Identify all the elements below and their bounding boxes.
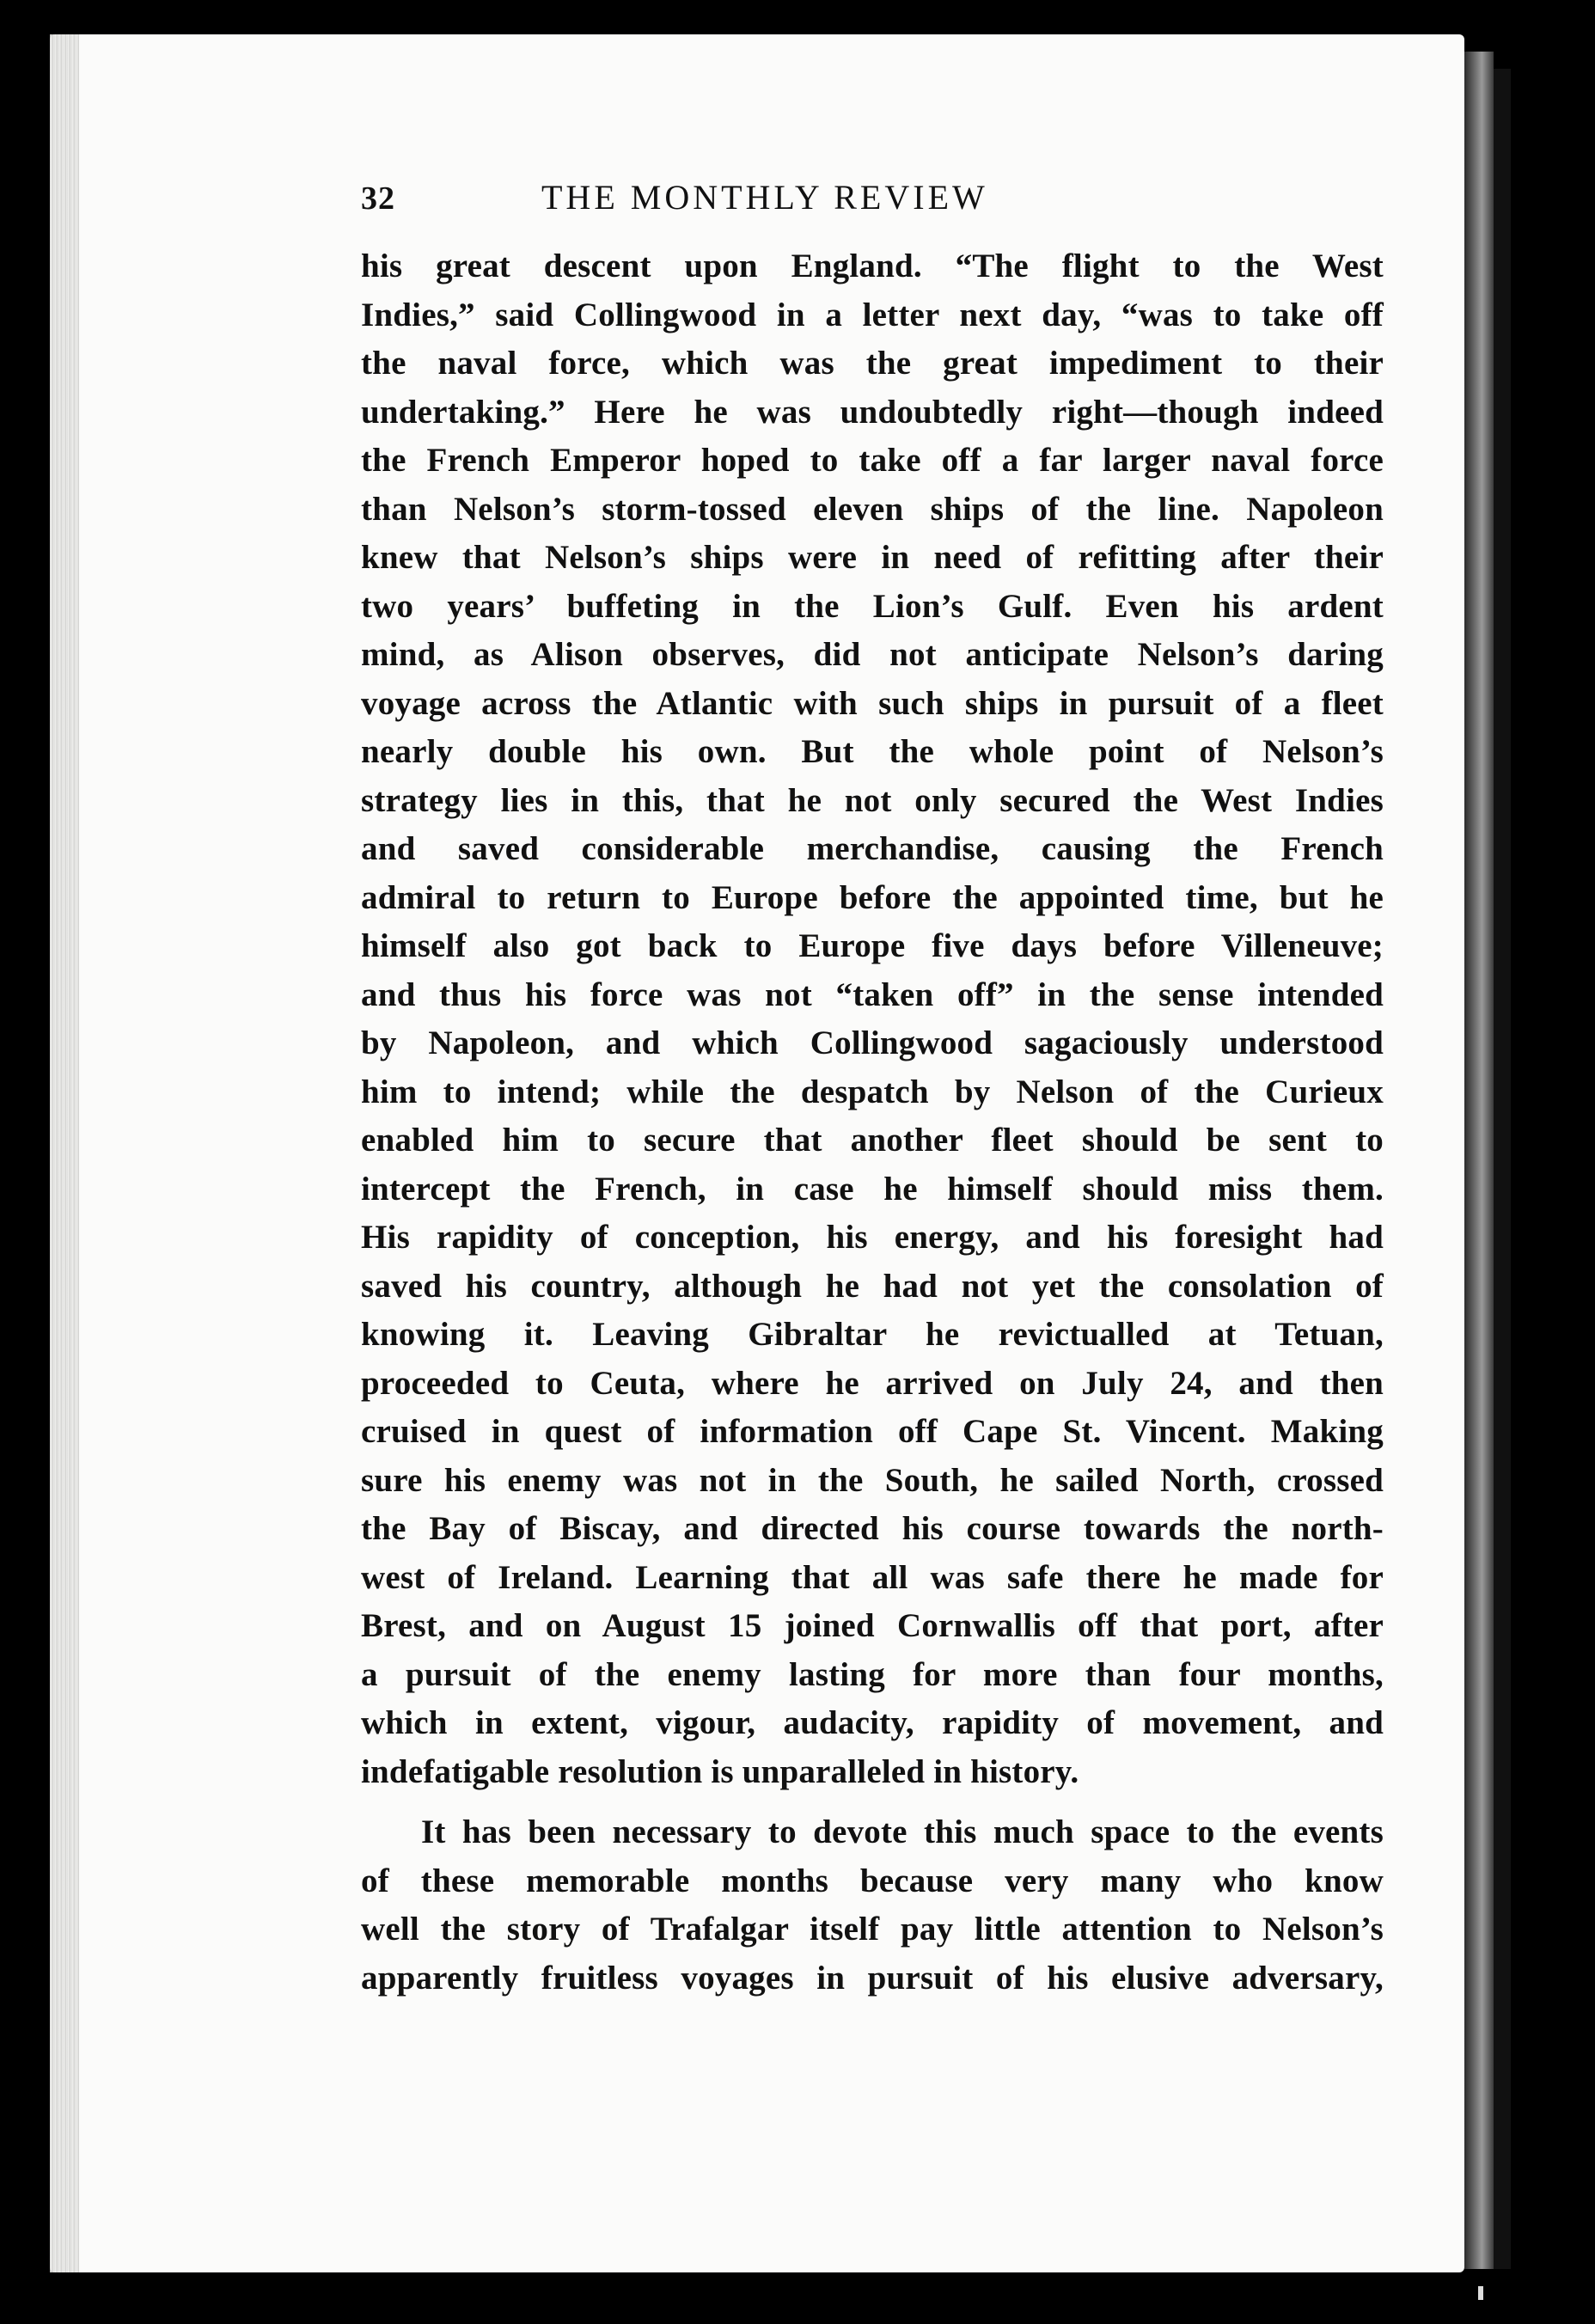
text-line: himself also got back to Europe five days before Villeneuve;	[361, 927, 1384, 964]
text-line: nearly double his own. But the whole point of Nelson’s	[361, 733, 1384, 770]
text-line: knowing it. Leaving Gibraltar he revictualled at Tetuan,	[361, 1316, 1384, 1353]
text-line: which in extent, vigour, audacity, rapidity of movement, and	[361, 1704, 1384, 1741]
text-line: and thus his force was not “taken off” in the sense intended	[361, 975, 1384, 1013]
text-line: voyage across the Atlantic with such ships in pursuit of a fleet	[361, 684, 1384, 722]
text-line: indefatigable resolution is unparalleled in history.	[361, 1752, 1079, 1790]
text-line: apparently fruitless voyages in pursuit of his elusive adversary,	[361, 1959, 1384, 1997]
scan-mark	[1478, 2286, 1483, 2300]
text-line: than Nelson’s storm-tossed eleven ships of the line. Napoleon	[361, 490, 1384, 528]
text-line: cruised in quest of information off Cape St. Vincent. Making	[361, 1413, 1384, 1450]
text-line: two years’ buffeting in the Lion’s Gulf. Even his ardent	[361, 587, 1384, 625]
book-edge	[1464, 52, 1494, 2269]
text-line: and saved considerable merchandise, causing the French	[361, 830, 1384, 867]
text-line: well the story of Trafalgar itself pay little attention to Nelson’s	[361, 1911, 1384, 1948]
text-line: west of Ireland. Learning that all was safe there he made for	[361, 1558, 1384, 1596]
page-header	[361, 177, 1384, 237]
text-line: the naval force, which was the great impediment to their	[361, 345, 1384, 382]
text-line: His rapidity of conception, his energy, and his foresight had	[361, 1219, 1384, 1256]
text-line: strategy lies in this, that he not only secured the West Indies	[361, 781, 1384, 819]
page-gutter	[50, 34, 79, 2272]
text-line: admiral to return to Europe before the appointed time, but he	[361, 878, 1384, 916]
text-line: knew that Nelson’s ships were in need of refitting after their	[361, 539, 1384, 576]
page-number: 32	[361, 180, 395, 217]
text-line: saved his country, although he had not yet the consolation of	[361, 1267, 1384, 1305]
text-line: a pursuit of the enemy lasting for more than four months,	[361, 1655, 1384, 1693]
text-line: him to intend; while the despatch by Nelson of the Curieux	[361, 1073, 1384, 1110]
text-line: sure his enemy was not in the South, he sailed North, crossed	[361, 1461, 1384, 1499]
text-line: intercept the French, in case he himself should miss them.	[361, 1170, 1384, 1208]
text-line: the Bay of Biscay, and directed his course towards the north-	[361, 1510, 1384, 1547]
text-line: Indies,” said Collingwood in a letter next day, “was to take off	[361, 296, 1384, 333]
text-line: by Napoleon, and which Collingwood sagaciously understood	[361, 1024, 1384, 1061]
text-line: It has been necessary to devote this much space to the events	[421, 1813, 1384, 1850]
page-content	[361, 177, 1384, 2003]
running-title: THE MONTHLY REVIEW	[541, 178, 988, 217]
text-line: undertaking.” Here he was undoubtedly right—though indeed	[361, 393, 1384, 431]
book-edge-shadow	[1494, 69, 1511, 2269]
text-line: of these memorable months because very many who know	[361, 1862, 1384, 1899]
text-line: his great descent upon England. “The flight to the West	[361, 248, 1384, 284]
body-text	[361, 242, 1384, 2003]
text-line: proceeded to Ceuta, where he arrived on July 24, and then	[361, 1364, 1384, 1402]
text-line: enabled him to secure that another fleet should be sent to	[361, 1122, 1384, 1159]
text-line: Brest, and on August 15 joined Cornwallis off that port, after	[361, 1607, 1384, 1644]
text-line: mind, as Alison observes, did not anticipate Nelson’s daring	[361, 636, 1384, 673]
text-line: the French Emperor hoped to take off a far larger naval force	[361, 442, 1384, 479]
